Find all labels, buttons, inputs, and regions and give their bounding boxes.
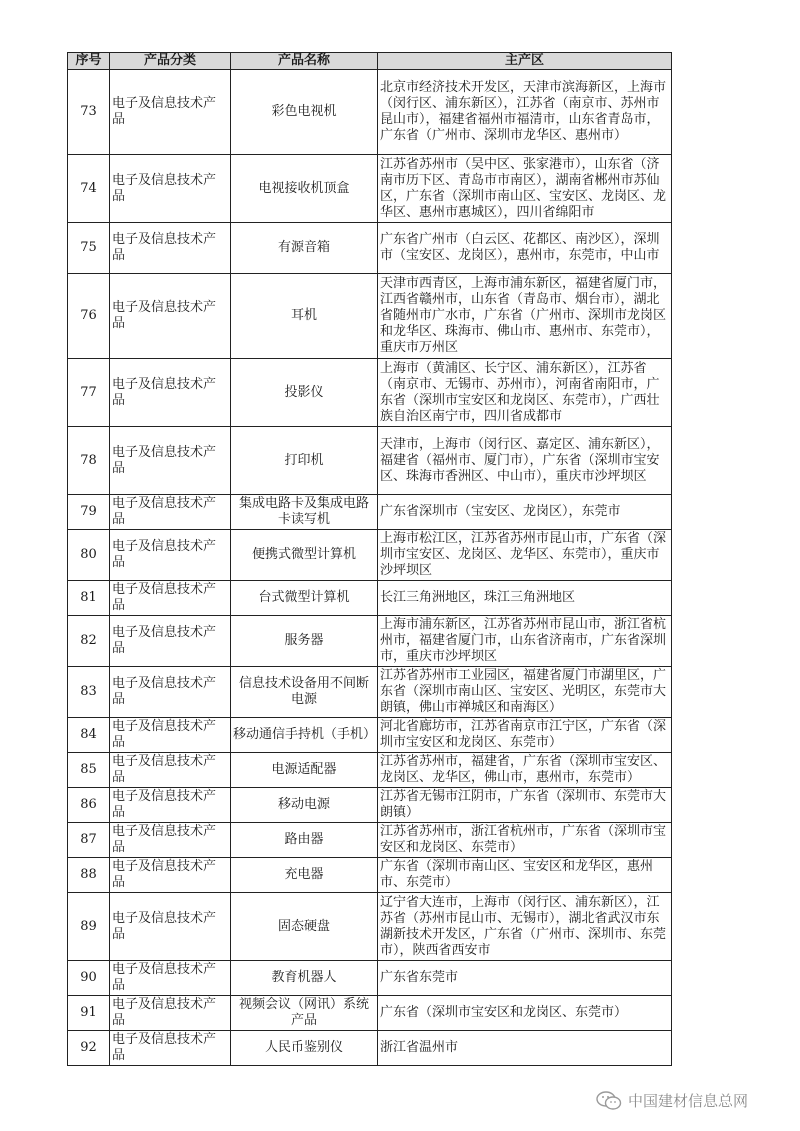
- product-region-table: [67, 52, 672, 1066]
- row-region: 河北省廊坊市，江苏省南京市江宁区，广东省（深圳市宝安区和龙岗区、东莞市）: [378, 718, 672, 753]
- row-region: 上海市松江区，江苏省苏州市昆山市，广东省（深圳市宝安区、龙岗区、龙华区、东莞市），重庆市沙坪坝区: [378, 530, 672, 581]
- row-product-name: 彩色电视机: [231, 70, 378, 155]
- row-product-name: 充电器: [231, 858, 378, 893]
- row-region: 广东省东莞市: [378, 961, 672, 996]
- row-category: 电子及信息技术产品: [110, 530, 231, 581]
- row-category: 电子及信息技术产品: [110, 788, 231, 823]
- table-row: [68, 155, 672, 223]
- row-seq: 78: [68, 427, 110, 495]
- table-row: [68, 823, 672, 858]
- row-category: 电子及信息技术产品: [110, 996, 231, 1031]
- table-row: [68, 70, 672, 155]
- row-product-name: 便携式微型计算机: [231, 530, 378, 581]
- row-product-name: 人民币鉴别仪: [231, 1031, 378, 1066]
- row-seq: 83: [68, 667, 110, 718]
- wechat-icon: [596, 1091, 622, 1111]
- row-region: 北京市经济技术开发区，天津市滨海新区，上海市（闵行区、浦东新区），江苏省（南京市、苏州市昆山市），福建省福州市福清市，山东省青岛市，广东省（广州市、深圳市龙华区、惠州市）: [378, 70, 672, 155]
- header-region: 主产区: [378, 53, 672, 70]
- row-region: 江苏省苏州市工业园区，福建省厦门市湖里区，广东省（深圳市南山区、宝安区、光明区，东莞市大朗镇，佛山市禅城区和南海区）: [378, 667, 672, 718]
- table-row: [68, 616, 672, 667]
- row-category: 电子及信息技术产品: [110, 961, 231, 996]
- table-row: [68, 667, 672, 718]
- row-product-name: 电源适配器: [231, 753, 378, 788]
- row-product-name: 服务器: [231, 616, 378, 667]
- row-product-name: 视频会议（网讯）系统产品: [231, 996, 378, 1031]
- row-product-name: 集成电路卡及集成电路卡读写机: [231, 495, 378, 530]
- row-category: 电子及信息技术产品: [110, 223, 231, 274]
- row-category: 电子及信息技术产品: [110, 1031, 231, 1066]
- table-row: [68, 223, 672, 274]
- row-seq: 81: [68, 581, 110, 616]
- row-seq: 86: [68, 788, 110, 823]
- row-seq: 89: [68, 893, 110, 961]
- row-region: 广东省深圳市（宝安区、龙岗区），东莞市: [378, 495, 672, 530]
- row-product-name: 固态硬盘: [231, 893, 378, 961]
- row-region: 上海市浦东新区，江苏省苏州市昆山市，浙江省杭州市，福建省厦门市，山东省济南市，广东省深圳市，重庆市沙坪坝区: [378, 616, 672, 667]
- row-seq: 74: [68, 155, 110, 223]
- row-category: 电子及信息技术产品: [110, 495, 231, 530]
- row-product-name: 打印机: [231, 427, 378, 495]
- row-region: 江苏省苏州市（吴中区、张家港市），山东省（济南市历下区、青岛市市南区），湖南省郴州市苏仙区，广东省（深圳市南山区、宝安区、龙岗区、龙华区、惠州市惠城区），四川省绵阳市: [378, 155, 672, 223]
- row-region: 天津市，上海市（闵行区、嘉定区、浦东新区），福建省（福州市、厦门市），广东省（深圳市宝安区、珠海市香洲区、中山市），重庆市沙坪坝区: [378, 427, 672, 495]
- row-region: 江苏省苏州市，福建省，广东省（深圳市宝安区、龙岗区、龙华区，佛山市，惠州市，东莞市）: [378, 753, 672, 788]
- row-seq: 91: [68, 996, 110, 1031]
- row-seq: 76: [68, 274, 110, 359]
- table-row: [68, 893, 672, 961]
- table-row: [68, 961, 672, 996]
- row-region: 广东省广州市（白云区、花都区、南沙区），深圳市（宝安区、龙岗区），惠州市，东莞市，中山市: [378, 223, 672, 274]
- row-region: 广东省（深圳市宝安区和龙岗区、东莞市）: [378, 996, 672, 1031]
- header-name: 产品名称: [231, 53, 378, 70]
- table-row: [68, 581, 672, 616]
- table-row: [68, 530, 672, 581]
- row-seq: 92: [68, 1031, 110, 1066]
- watermark: [596, 1090, 748, 1111]
- row-product-name: 有源音箱: [231, 223, 378, 274]
- row-region: 江苏省苏州市，浙江省杭州市，广东省（深圳市宝安区和龙岗区、东莞市）: [378, 823, 672, 858]
- row-seq: 82: [68, 616, 110, 667]
- row-seq: 90: [68, 961, 110, 996]
- row-seq: 80: [68, 530, 110, 581]
- header-category: 产品分类: [110, 53, 231, 70]
- row-category: 电子及信息技术产品: [110, 858, 231, 893]
- row-seq: 88: [68, 858, 110, 893]
- row-region: 长江三角洲地区，珠江三角洲地区: [378, 581, 672, 616]
- row-seq: 79: [68, 495, 110, 530]
- row-region: 天津市西青区，上海市浦东新区，福建省厦门市，江西省赣州市，山东省（青岛市、烟台市），湖北省随州市广水市，广东省（广州市、深圳市龙岗区和龙华区、珠海市、佛山市、惠州市、东莞市），重庆市万州区: [378, 274, 672, 359]
- row-category: 电子及信息技术产品: [110, 667, 231, 718]
- table-row: [68, 274, 672, 359]
- row-category: 电子及信息技术产品: [110, 427, 231, 495]
- row-seq: 84: [68, 718, 110, 753]
- row-category: 电子及信息技术产品: [110, 823, 231, 858]
- row-product-name: 教育机器人: [231, 961, 378, 996]
- row-category: 电子及信息技术产品: [110, 274, 231, 359]
- row-category: 电子及信息技术产品: [110, 893, 231, 961]
- table-row: [68, 718, 672, 753]
- row-category: 电子及信息技术产品: [110, 155, 231, 223]
- row-category: 电子及信息技术产品: [110, 753, 231, 788]
- row-region: 浙江省温州市: [378, 1031, 672, 1066]
- table-header-row: [68, 53, 672, 70]
- row-product-name: 投影仪: [231, 359, 378, 427]
- table-row: [68, 858, 672, 893]
- table-row: [68, 427, 672, 495]
- row-category: 电子及信息技术产品: [110, 359, 231, 427]
- row-seq: 87: [68, 823, 110, 858]
- header-seq: 序号: [68, 53, 110, 70]
- row-product-name: 移动电源: [231, 788, 378, 823]
- row-category: 电子及信息技术产品: [110, 616, 231, 667]
- row-seq: 75: [68, 223, 110, 274]
- row-category: 电子及信息技术产品: [110, 718, 231, 753]
- row-seq: 73: [68, 70, 110, 155]
- row-product-name: 耳机: [231, 274, 378, 359]
- row-product-name: 路由器: [231, 823, 378, 858]
- row-seq: 77: [68, 359, 110, 427]
- row-category: 电子及信息技术产品: [110, 581, 231, 616]
- row-product-name: 电视接收机顶盒: [231, 155, 378, 223]
- table-row: [68, 788, 672, 823]
- row-product-name: 移动通信手持机（手机）: [231, 718, 378, 753]
- watermark-text: 中国建材信息总网: [628, 1092, 749, 1110]
- row-seq: 85: [68, 753, 110, 788]
- row-region: 广东省（深圳市南山区、宝安区和龙华区，惠州市、东莞市）: [378, 858, 672, 893]
- row-product-name: 台式微型计算机: [231, 581, 378, 616]
- table-row: [68, 753, 672, 788]
- row-category: 电子及信息技术产品: [110, 70, 231, 155]
- table-row: [68, 359, 672, 427]
- table-row: [68, 495, 672, 530]
- row-region: 辽宁省大连市，上海市（闵行区、浦东新区），江苏省（苏州市昆山市、无锡市），湖北省武汉市东湖新技术开发区，广东省（广州市、深圳市、东莞市），陕西省西安市: [378, 893, 672, 961]
- row-region: 上海市（黄浦区、长宁区、浦东新区），江苏省（南京市、无锡市、苏州市），河南省南阳市，广东省（深圳市宝安区和龙岗区、东莞市），广西壮族自治区南宁市，四川省成都市: [378, 359, 672, 427]
- row-product-name: 信息技术设备用不间断电源: [231, 667, 378, 718]
- row-region: 江苏省无锡市江阴市，广东省（深圳市、东莞市大朗镇）: [378, 788, 672, 823]
- table-row: [68, 1031, 672, 1066]
- table-row: [68, 996, 672, 1031]
